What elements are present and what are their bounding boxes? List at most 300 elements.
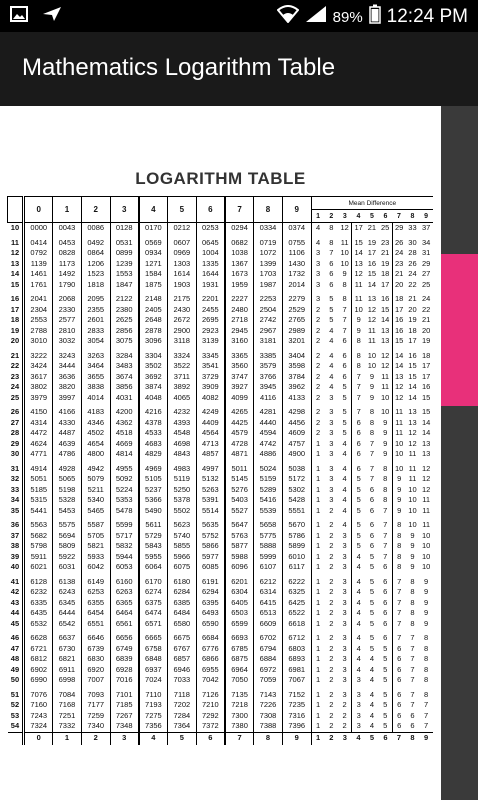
- mean-difference-cell: 4: [356, 608, 361, 617]
- table-row: [8, 382, 434, 393]
- log-value-cell: 6243: [53, 587, 82, 598]
- mean-difference-cell: 2: [316, 325, 321, 335]
- value-column-header: 3: [110, 197, 139, 223]
- mean-difference-cell: 11: [338, 234, 352, 249]
- log-value-cell: 4409: [196, 418, 225, 429]
- mean-difference-cell: 11: [408, 463, 417, 473]
- difference-column-header: 7: [392, 210, 406, 223]
- log-value-cell: 6053: [110, 562, 139, 573]
- log-value-cell: 7016: [110, 675, 139, 686]
- log-value-cell: 7364: [168, 721, 197, 732]
- mean-difference-cell: 15: [408, 371, 417, 381]
- log-value-cell: 0170: [139, 223, 168, 234]
- log-value-cell: 7218: [225, 700, 254, 711]
- mean-difference-cell: 9: [424, 587, 429, 596]
- mean-difference-cell: 2: [316, 428, 321, 437]
- row-number: 30: [8, 449, 24, 460]
- log-value-cell: 1903: [168, 280, 197, 291]
- log-value-cell: 5911: [24, 552, 53, 563]
- mean-difference-cell: 2: [329, 721, 334, 730]
- table-row: [8, 372, 434, 383]
- mean-difference-cell: 2: [329, 664, 334, 674]
- mean-difference-cell: 9: [369, 371, 374, 381]
- mean-difference-cell: 4: [356, 633, 361, 642]
- mean-difference-cell: 10: [421, 551, 431, 561]
- scroll-handle[interactable]: [441, 254, 478, 406]
- log-value-cell: 5328: [53, 495, 82, 506]
- log-value-cell: 3201: [282, 336, 311, 347]
- log-value-cell: 3075: [110, 336, 139, 347]
- log-value-cell: 4533: [139, 428, 168, 439]
- mean-difference-cell: 10: [421, 530, 431, 540]
- mean-difference-cell: 3: [356, 721, 361, 730]
- log-value-cell: 6721: [24, 644, 53, 655]
- log-value-cell: 1584: [139, 269, 168, 280]
- mean-difference-cell: 6: [356, 428, 361, 437]
- log-value-cell: 6866: [196, 654, 225, 665]
- mean-difference-cell: 7: [410, 700, 415, 709]
- mean-difference-cell: 15: [379, 305, 393, 316]
- mean-difference-cell: 4: [369, 700, 374, 709]
- mean-difference-cell: 9: [369, 392, 374, 402]
- log-value-cell: 4362: [110, 418, 139, 429]
- row-number: 45: [8, 619, 24, 630]
- mean-difference-cell: 26: [408, 258, 417, 268]
- mean-difference-cell: 33: [408, 223, 417, 232]
- log-value-cell: 6830: [81, 654, 110, 665]
- mean-difference-cell: 5: [369, 587, 374, 596]
- mean-difference-cell: 8: [397, 530, 402, 540]
- log-value-cell: 6776: [196, 644, 225, 655]
- mean-difference-cell: 3: [338, 675, 352, 686]
- log-value-cell: 2175: [168, 290, 197, 305]
- mean-difference-cell: 4: [329, 336, 334, 345]
- battery-percent: 89%: [332, 8, 363, 26]
- log-value-cell: 0899: [110, 248, 139, 259]
- log-value-cell: 6928: [110, 665, 139, 676]
- log-value-cell: 0043: [53, 223, 82, 234]
- row-number: 32: [8, 474, 24, 485]
- log-value-cell: 6212: [254, 573, 283, 588]
- log-value-cell: 7168: [53, 700, 82, 711]
- mean-difference-cell: 4: [369, 654, 374, 663]
- mean-difference-cell: 1: [316, 664, 321, 674]
- log-value-cell: 4166: [53, 403, 82, 418]
- log-value-cell: 3096: [139, 336, 168, 347]
- log-value-cell: 6503: [225, 608, 254, 619]
- log-value-cell: 2967: [254, 326, 283, 337]
- log-value-cell: 3304: [139, 347, 168, 362]
- mean-difference-cell: 4: [329, 361, 334, 370]
- log-value-cell: 6232: [24, 587, 53, 598]
- mean-difference-cell: 13: [408, 407, 417, 416]
- log-value-cell: 5988: [225, 552, 254, 563]
- log-value-cell: 3222: [24, 347, 53, 362]
- log-value-cell: 5250: [168, 485, 197, 496]
- mean-difference-cell: 11: [408, 449, 417, 458]
- mean-difference-cell: 2: [338, 700, 352, 711]
- mean-difference-cell: 3: [338, 654, 352, 665]
- mean-difference-cell: 6: [410, 721, 415, 730]
- table-row: [8, 259, 434, 270]
- log-value-cell: 7324: [24, 721, 53, 732]
- mean-difference-cell: 3: [316, 248, 321, 257]
- table-row: [8, 644, 434, 655]
- mean-difference-cell: 13: [395, 371, 404, 381]
- mean-difference-cell: 14: [421, 428, 431, 437]
- log-value-cell: 7126: [196, 686, 225, 701]
- log-value-cell: 5276: [225, 485, 254, 496]
- log-value-cell: 4983: [168, 460, 197, 475]
- log-value-cell: 1614: [168, 269, 197, 280]
- log-value-cell: 6839: [110, 654, 139, 665]
- log-value-cell: 4346: [81, 418, 110, 429]
- mean-difference-cell: 13: [408, 417, 417, 427]
- log-value-cell: 1673: [225, 269, 254, 280]
- log-value-cell: 6201: [225, 573, 254, 588]
- log-value-cell: 4914: [24, 460, 53, 475]
- mean-difference-cell: 6: [397, 700, 402, 709]
- log-value-cell: 0755: [282, 234, 311, 249]
- log-value-cell: 2148: [139, 290, 168, 305]
- log-value-cell: 3729: [196, 372, 225, 383]
- mean-difference-cell: 1: [316, 643, 321, 653]
- log-value-cell: 0492: [81, 234, 110, 249]
- log-value-cell: 6955: [196, 665, 225, 676]
- log-value-cell: 1732: [282, 269, 311, 280]
- log-value-cell: 4871: [225, 449, 254, 460]
- table-row: [8, 700, 434, 711]
- log-value-cell: 5705: [81, 531, 110, 542]
- mean-difference-cell: 7: [369, 449, 374, 458]
- mean-difference-cell: 12: [395, 382, 404, 391]
- mean-difference-cell: 10: [338, 248, 352, 259]
- footer-corner: [8, 732, 24, 745]
- mean-difference-cell: 3: [316, 294, 321, 303]
- mean-difference-cell: 5: [356, 530, 361, 540]
- log-value-cell: 2380: [110, 305, 139, 316]
- mean-difference-cell: 8: [356, 336, 361, 345]
- mean-difference-cell: 4: [329, 350, 334, 360]
- log-value-cell: 7267: [110, 711, 139, 722]
- mean-difference-cell: 2: [316, 417, 321, 427]
- mean-difference-cell: 27: [421, 269, 431, 278]
- mean-difference-cell: 6: [410, 710, 415, 720]
- log-value-cell: 3560: [225, 361, 254, 372]
- mean-difference-cell: 4: [356, 576, 361, 586]
- log-value-cell: 6875: [225, 654, 254, 665]
- log-value-cell: 0969: [168, 248, 197, 259]
- mean-difference-cell: 7: [424, 700, 429, 709]
- log-value-cell: 5682: [24, 531, 53, 542]
- mean-difference-cell: 13: [421, 438, 431, 448]
- log-value-cell: 5119: [168, 474, 197, 485]
- mean-difference-cell: 3: [329, 417, 334, 427]
- log-value-cell: 2014: [282, 280, 311, 291]
- value-column-header: 1: [53, 197, 82, 223]
- mean-difference-cell: 6: [369, 530, 374, 540]
- log-value-cell: 4548: [168, 428, 197, 439]
- table-row: [8, 485, 434, 496]
- log-value-cell: 4472: [24, 428, 53, 439]
- log-value-cell: 3909: [196, 382, 225, 393]
- log-value-cell: 5877: [225, 541, 254, 552]
- mean-difference-cell: 1: [316, 608, 321, 617]
- log-value-cell: 3636: [53, 372, 82, 383]
- corner-header: [8, 197, 24, 223]
- log-value-cell: 5302: [282, 485, 311, 496]
- log-value-cell: 5340: [81, 495, 110, 506]
- table-row: [8, 393, 434, 404]
- mean-difference-cell: 14: [408, 392, 417, 402]
- log-value-cell: 7348: [110, 721, 139, 732]
- mean-difference-cell: 3: [316, 258, 321, 268]
- log-value-cell: 5172: [282, 474, 311, 485]
- log-value-cell: 3856: [110, 382, 139, 393]
- mean-difference-cell: 8: [369, 407, 374, 416]
- log-value-cell: 3945: [254, 382, 283, 393]
- mean-difference-cell: 31: [421, 248, 431, 257]
- difference-column-header: 5: [365, 210, 379, 223]
- row-number: 36: [8, 516, 24, 531]
- log-value-cell: 5502: [168, 506, 197, 517]
- mean-difference-header: Mean Difference: [311, 197, 433, 210]
- log-value-cell: 3522: [168, 361, 197, 372]
- mean-difference-cell: 6: [379, 608, 393, 619]
- mean-difference-cell: 2: [329, 633, 334, 642]
- log-value-cell: 2765: [282, 315, 311, 326]
- log-value-cell: 6191: [196, 573, 225, 588]
- mean-difference-cell: 6: [379, 573, 393, 588]
- row-number: 18: [8, 315, 24, 326]
- table-row: [8, 619, 434, 630]
- log-value-cell: 0531: [110, 234, 139, 249]
- row-number: 52: [8, 700, 24, 711]
- log-value-cell: 4330: [53, 418, 82, 429]
- mean-difference-cell: 12: [367, 315, 377, 324]
- table-row: [8, 347, 434, 362]
- mean-difference-cell: 4: [338, 439, 352, 450]
- footer-value-column: 9: [282, 732, 311, 745]
- mean-difference-cell: 6: [369, 495, 374, 504]
- log-value-cell: 0453: [53, 234, 82, 249]
- mean-difference-cell: 8: [397, 562, 402, 571]
- footer-value-column: 2: [81, 732, 110, 745]
- mean-difference-cell: 4: [329, 382, 334, 391]
- log-value-cell: 1523: [81, 269, 110, 280]
- mean-difference-cell: 11: [395, 428, 404, 437]
- row-number: 43: [8, 598, 24, 609]
- table-row: [8, 326, 434, 337]
- log-value-cell: 6355: [81, 598, 110, 609]
- mean-difference-cell: 24: [395, 248, 404, 257]
- mean-difference-cell: 7: [410, 675, 415, 684]
- mean-difference-cell: 11: [395, 407, 404, 416]
- mean-difference-cell: 8: [397, 551, 402, 561]
- log-value-cell: 4440: [254, 418, 283, 429]
- mean-difference-cell: 2: [329, 530, 334, 540]
- mean-difference-cell: 6: [379, 562, 393, 573]
- table-row: [8, 495, 434, 506]
- log-value-cell: 3784: [282, 372, 311, 383]
- row-number: 54: [8, 721, 24, 732]
- mean-difference-cell: 5: [379, 644, 393, 655]
- log-value-cell: 6542: [53, 619, 82, 630]
- log-value-cell: 6425: [282, 598, 311, 609]
- log-value-cell: 6042: [81, 562, 110, 573]
- mean-difference-cell: 1: [316, 530, 321, 540]
- mean-difference-cell: 23: [379, 234, 393, 249]
- logarithm-table-document[interactable]: [0, 106, 441, 800]
- app-title: Mathematics Logarithm Table: [22, 54, 336, 81]
- table-row: [8, 541, 434, 552]
- log-value-cell: 6474: [139, 608, 168, 619]
- mean-difference-cell: 6: [379, 598, 393, 609]
- mean-difference-cell: 8: [356, 361, 361, 370]
- log-value-cell: 4116: [254, 393, 283, 404]
- log-value-cell: 6730: [53, 644, 82, 655]
- log-value-cell: 7118: [168, 686, 197, 701]
- mean-difference-cell: 7: [369, 463, 374, 473]
- row-number: 29: [8, 439, 24, 450]
- row-number: 51: [8, 686, 24, 701]
- mean-difference-cell: 18: [379, 269, 393, 280]
- mean-difference-cell: 14: [379, 315, 393, 326]
- row-number: 33: [8, 485, 24, 496]
- mean-difference-cell: 1: [316, 654, 321, 663]
- log-value-cell: 4200: [110, 403, 139, 418]
- log-value-cell: 5599: [110, 516, 139, 531]
- mean-difference-cell: 37: [421, 223, 431, 232]
- table-row: [8, 629, 434, 644]
- log-value-cell: 6345: [53, 598, 82, 609]
- log-value-cell: 4786: [53, 449, 82, 460]
- mean-difference-cell: 7: [338, 315, 352, 326]
- log-value-cell: 4814: [110, 449, 139, 460]
- mean-difference-cell: 6: [338, 336, 352, 347]
- log-value-cell: 6274: [139, 587, 168, 598]
- log-value-cell: 7067: [282, 675, 311, 686]
- log-value-cell: 6637: [53, 629, 82, 644]
- log-value-cell: 5855: [168, 541, 197, 552]
- log-value-cell: 5786: [282, 531, 311, 542]
- mean-difference-cell: 4: [369, 710, 374, 720]
- mean-difference-cell: 23: [395, 258, 404, 268]
- log-value-cell: 6170: [139, 573, 168, 588]
- mean-difference-cell: 8: [410, 587, 415, 596]
- mean-difference-cell: 3: [338, 587, 352, 598]
- log-value-cell: 4683: [139, 439, 168, 450]
- difference-column-header: 4: [352, 210, 366, 223]
- mean-difference-cell: 5: [369, 618, 374, 628]
- mean-difference-cell: 17: [421, 361, 431, 370]
- log-value-cell: 4065: [168, 393, 197, 404]
- mean-difference-cell: 15: [408, 361, 417, 370]
- log-value-cell: 4857: [196, 449, 225, 460]
- log-value-cell: 6702: [254, 629, 283, 644]
- mean-difference-cell: 5: [356, 505, 361, 515]
- log-value-cell: 7300: [225, 711, 254, 722]
- mean-difference-cell: 14: [395, 350, 404, 360]
- table-row: [8, 552, 434, 563]
- mean-difference-cell: 12: [408, 428, 417, 437]
- table-row: [8, 654, 434, 665]
- log-value-cell: 3892: [168, 382, 197, 393]
- log-value-cell: 7226: [254, 700, 283, 711]
- log-value-cell: 3118: [168, 336, 197, 347]
- log-value-cell: 2095: [81, 290, 110, 305]
- mean-difference-cell: 1: [316, 675, 321, 684]
- table-row: [8, 562, 434, 573]
- log-value-cell: 7110: [139, 686, 168, 701]
- log-value-cell: 1335: [196, 259, 225, 270]
- log-value-cell: 6848: [139, 654, 168, 665]
- log-value-cell: 0682: [225, 234, 254, 249]
- table-row: [8, 531, 434, 542]
- log-value-cell: 5647: [225, 516, 254, 531]
- log-value-cell: 2625: [110, 315, 139, 326]
- mean-difference-cell: 4: [356, 654, 361, 663]
- mean-difference-cell: 7: [397, 597, 402, 607]
- content-area: [0, 106, 478, 800]
- log-value-cell: 5551: [282, 506, 311, 517]
- mean-difference-cell: 5: [338, 403, 352, 418]
- footer-difference-column: 4: [352, 732, 366, 745]
- log-value-cell: 5024: [254, 460, 283, 475]
- log-value-cell: 2923: [196, 326, 225, 337]
- mean-difference-cell: 9: [410, 530, 415, 540]
- mean-difference-cell: 2: [329, 597, 334, 607]
- mean-difference-cell: 7: [379, 552, 393, 563]
- mean-difference-cell: 22: [421, 304, 431, 314]
- mean-difference-cell: 5: [356, 520, 361, 529]
- log-value-cell: 0934: [139, 248, 168, 259]
- mean-difference-cell: 5: [338, 418, 352, 429]
- log-value-cell: 6893: [282, 654, 311, 665]
- table-row: [8, 315, 434, 326]
- mean-difference-cell: 5: [338, 382, 352, 393]
- table-row: [8, 336, 434, 347]
- value-column-header: 5: [168, 197, 197, 223]
- mean-difference-cell: 17: [408, 336, 417, 345]
- mean-difference-cell: 17: [421, 371, 431, 381]
- mean-difference-cell: 22: [408, 279, 417, 289]
- mean-difference-cell: 10: [421, 541, 431, 550]
- log-value-cell: 6684: [196, 629, 225, 644]
- log-value-cell: 6656: [110, 629, 139, 644]
- log-value-cell: 6454: [81, 608, 110, 619]
- log-value-cell: 5999: [254, 552, 283, 563]
- log-value-cell: 3674: [110, 372, 139, 383]
- mean-difference-cell: 7: [397, 587, 402, 596]
- log-value-cell: 4609: [282, 428, 311, 439]
- log-value-cell: 6415: [254, 598, 283, 609]
- log-value-cell: 2279: [282, 290, 311, 305]
- log-value-cell: 1072: [254, 248, 283, 259]
- row-number: 41: [8, 573, 24, 588]
- log-value-cell: 2355: [81, 305, 110, 316]
- mean-difference-cell: 4: [316, 237, 321, 247]
- log-value-cell: 2856: [110, 326, 139, 337]
- mean-difference-cell: 8: [329, 237, 334, 247]
- mean-difference-cell: 3: [338, 619, 352, 630]
- mean-difference-cell: 10: [367, 361, 377, 370]
- log-value-cell: 3365: [225, 347, 254, 362]
- mean-difference-cell: 17: [395, 304, 404, 314]
- mean-difference-cell: 8: [410, 597, 415, 607]
- mean-difference-cell: 6: [356, 438, 361, 448]
- log-value-cell: 6138: [53, 573, 82, 588]
